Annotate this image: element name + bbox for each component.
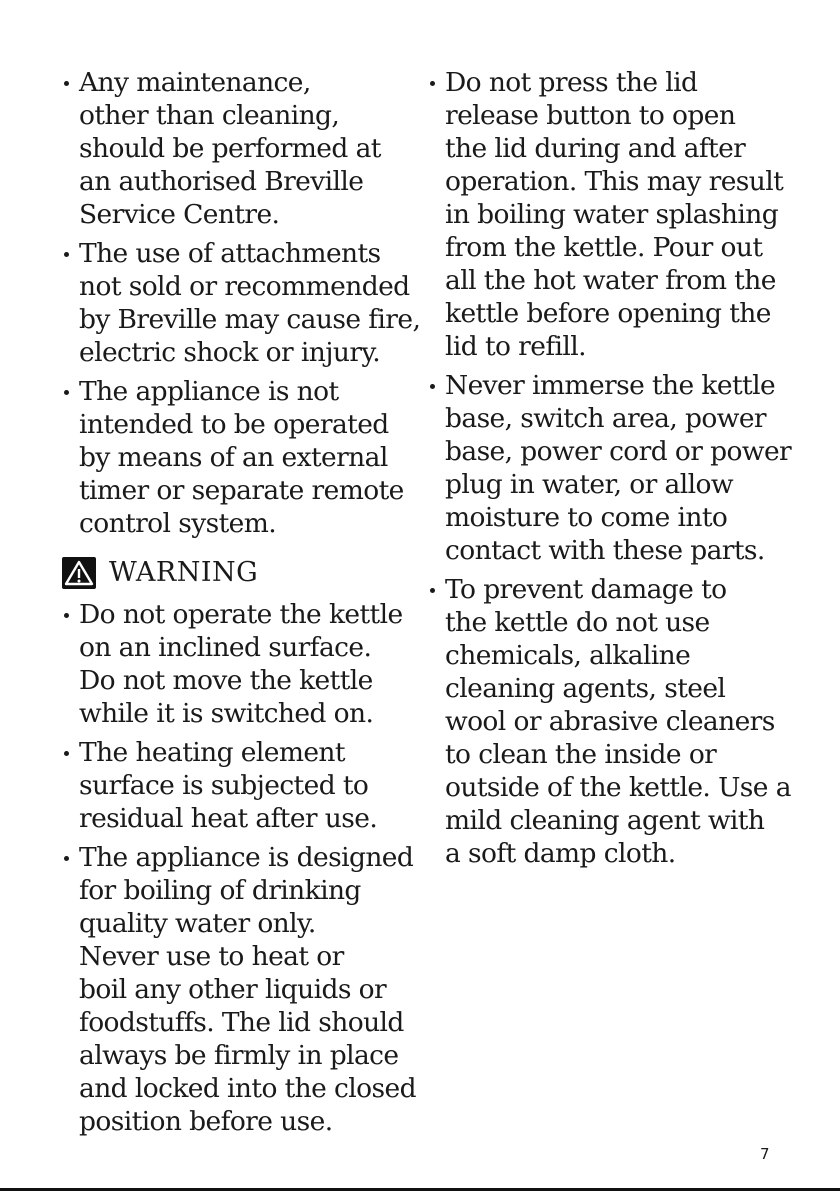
text-line: Do not press the lid [445,67,698,98]
text-line: foodstuffs. The lid should [79,1007,404,1038]
text-line: outside of the kettle. Use a [445,772,791,803]
text-line: Do not operate the kettle [79,599,403,630]
text-line: a soft damp cloth. [445,838,676,869]
bullet-list-right [428,66,792,870]
text-line: by means of an external [79,442,388,473]
text-line: chemicals, alkaline [445,640,691,671]
text-line: contact with these parts. [445,535,765,566]
list-item [428,66,784,363]
bullet-icon [64,252,69,257]
text-line: kettle before opening the [445,298,771,329]
warning-label: WARNING [109,557,259,588]
text-line: The appliance is not [79,376,339,407]
text-line: residual heat after use. [79,803,378,834]
bullet-icon [430,588,435,593]
text-line: lid to refill. [445,331,586,362]
text-line: Service Centre. [79,199,280,230]
bullet-icon [64,856,69,861]
text-line: The heating element [79,737,345,768]
text-line: Never use to heat or [79,941,344,972]
text-line: The appliance is designed [79,842,414,873]
text-line: surface is subjected to [79,770,369,801]
text-line: the lid during and after [445,133,746,164]
bullet-icon [64,613,69,618]
text-line: not sold or recommended [79,271,410,302]
text-line: base, switch area, power [445,403,766,434]
text-line: boil any other liquids or [79,974,387,1005]
bullet-icon [64,81,69,86]
list-item [428,369,792,567]
list-item [62,237,421,369]
list-item [62,375,412,540]
bullet-icon [64,390,69,395]
bullet-icon [430,81,435,86]
list-item [428,573,791,870]
text-line: the kettle do not use [445,607,710,638]
page-number: 7 [760,1145,770,1163]
text-line: control system. [79,508,277,539]
right-column [428,66,792,876]
text-line: quality water only. [79,908,316,939]
text-line: Never immerse the kettle [445,370,776,401]
text-line: on an inclined surface. [79,632,372,663]
text-line: moisture to come into [445,502,728,533]
list-item [62,736,412,835]
bullet-icon [64,751,69,756]
text-line: other than cleaning, [79,100,340,131]
text-line: To prevent damage to [445,574,727,605]
text-line: while it is switched on. [79,698,374,729]
text-line: always be firmly in place [79,1040,399,1071]
bullet-list-bottom [62,598,416,1138]
list-item [62,841,416,1138]
text-line: electric shock or injury. [79,337,381,368]
text-line: Do not move the kettle [79,665,373,696]
text-line: Any maintenance, [79,67,311,98]
text-line: timer or separate remote [79,475,404,506]
text-line: by Breville may cause fire, [79,304,421,335]
list-item [62,66,412,231]
bullet-list-top [62,66,421,540]
text-line: position before use. [79,1106,333,1137]
text-line: all the hot water from the [445,265,776,296]
text-line: plug in water, or allow [445,469,733,500]
text-line: mild cleaning agent with [445,805,765,836]
text-line: should be performed at [79,133,381,164]
text-line: release button to open [445,100,736,131]
text-line: cleaning agents, steel [445,673,726,704]
left-column [62,66,421,1144]
text-line: operation. This may result [445,166,784,197]
warning-triangle-icon [62,557,96,589]
text-line: an authorised Breville [79,166,364,197]
text-line: The use of attachments [79,238,381,269]
text-line: intended to be operated [79,409,389,440]
text-line: for boiling of drinking [79,875,361,906]
text-line: base, power cord or power [445,436,792,467]
text-line: and locked into the closed [79,1073,416,1104]
warning-heading [62,554,412,592]
list-item [62,598,412,730]
text-line: wool or abrasive cleaners [445,706,775,737]
text-line: from the kettle. Pour out [445,232,763,263]
bullet-icon [430,384,435,389]
text-line: to clean the inside or [445,739,717,770]
text-line: in boiling water splashing [445,199,779,230]
